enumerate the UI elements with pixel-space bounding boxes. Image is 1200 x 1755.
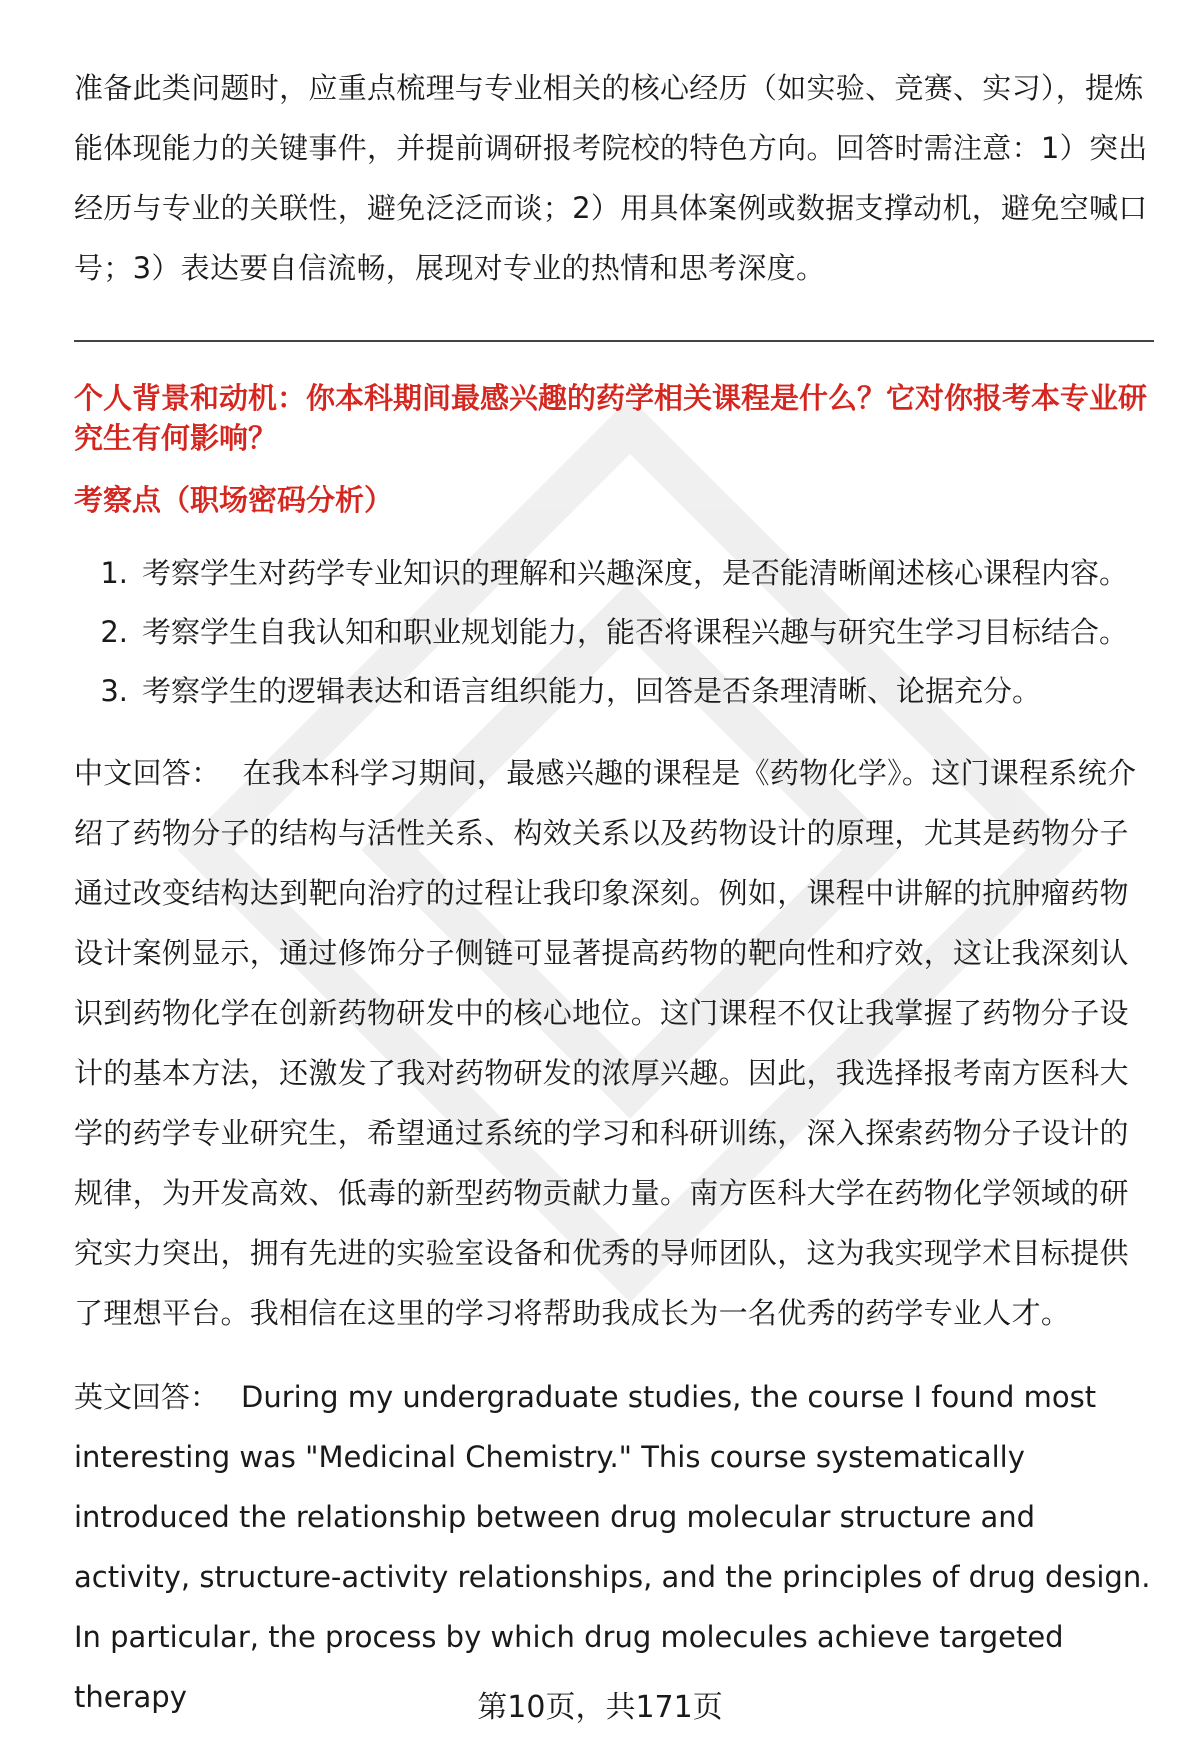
list-item xyxy=(74,662,1154,721)
section-divider xyxy=(74,340,1154,342)
chinese-answer-label: 中文回答： xyxy=(74,756,221,790)
english-answer-text: During my undergraduate studies, the course I found most interesting was "Medicinal Chemistry." This course systematically introduced the relationship between drug molecular structure and activity, structure-activity relationships, and the principles of drug design. In particular, the process by which drug molecules achieve targeted therapy xyxy=(74,1380,1151,1714)
list-item xyxy=(74,544,1154,603)
question-title: 个人背景和动机：你本科期间最感兴趣的药学相关课程是什么？它对你报考本专业研究生有何影响？ xyxy=(74,381,1148,455)
page-number: 第10页，共171页 xyxy=(477,1690,723,1725)
chinese-answer-text: 在我本科学习期间，最感兴趣的课程是《药物化学》。这门课程系统介绍了药物分子的结构与活性关系、构效关系以及药物设计的原理，尤其是药物分子通过改变结构达到靶向治疗的过程让我印象深刻。例如，课程中讲解的抗肿瘤药物设计案例显示，通过修饰分子侧链可显著提高药物的靶向性和疗效，这让我深刻认识到药物化学在创新药物研发中的核心地位。这门课程不仅让我掌握了药物分子设计的基本方法，还激发了我对药物研发的浓厚兴趣。因此，我选择报考南方医科大学的药学专业研究生，希望通过系统的学习和科研训练，深入探索药物分子设计的规律，为开发高效、低毒的新型药物贡献力量。南方医科大学在药物化学领域的研究实力突出，拥有先进的实验室设备和优秀的导师团队，这为我实现学术目标提供了理想平台。我相信在这里的学习将帮助我成长为一名优秀的药学专业人才。 xyxy=(74,756,1137,1330)
focus-heading: 考察点（职场密码分析） xyxy=(74,483,394,517)
list-item-number: 1. xyxy=(100,556,128,590)
english-answer xyxy=(74,1367,1154,1727)
focus-points-list xyxy=(74,544,1154,721)
list-item-number: 2. xyxy=(100,615,128,649)
document-content xyxy=(74,58,1154,1727)
chinese-answer xyxy=(74,743,1154,1343)
intro-paragraph: 准备此类问题时，应重点梳理与专业相关的核心经历（如实验、竞赛、实习），提炼能体现能力的关键事件，并提前调研报考院校的特色方向。回答时需注意：1）突出经历与专业的关联性，避免泛泛而谈；2）用具体案例或数据支撑动机，避免空喊口号；3）表达要自信流畅，展现对专业的热情和思考深度。 xyxy=(74,71,1148,285)
list-item xyxy=(74,603,1154,662)
english-answer-label: 英文回答： xyxy=(74,1380,220,1414)
list-item-text: 考察学生的逻辑表达和语言组织能力，回答是否条理清晰、论据充分。 xyxy=(142,674,1042,708)
list-item-text: 考察学生对药学专业知识的理解和兴趣深度，是否能清晰阐述核心课程内容。 xyxy=(142,556,1129,590)
list-item-number: 3. xyxy=(100,674,128,708)
list-item-text: 考察学生自我认知和职业规划能力，能否将课程兴趣与研究生学习目标结合。 xyxy=(142,615,1129,649)
